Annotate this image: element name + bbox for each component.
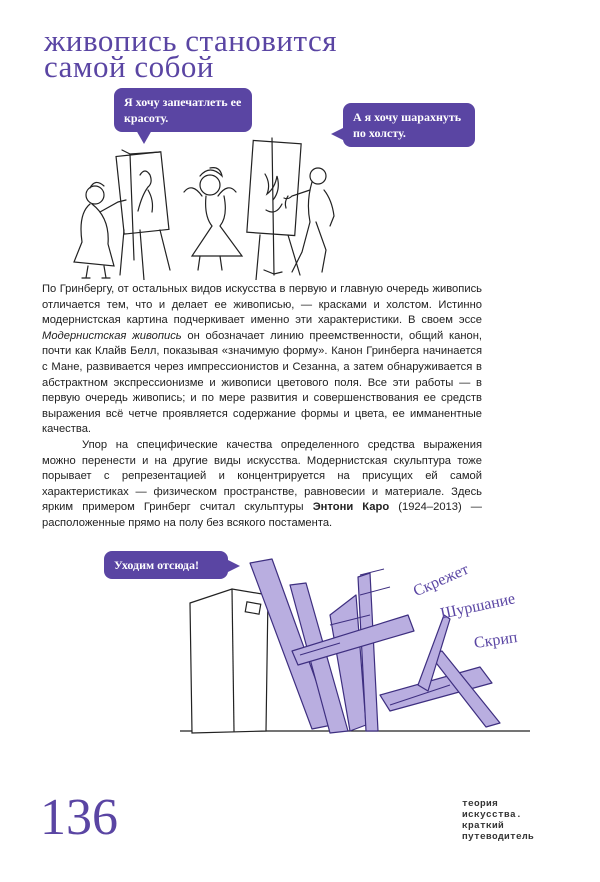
page-number: 136 (40, 789, 118, 846)
title-line-1: живопись становится (44, 23, 337, 58)
sound-1: Скрежет (410, 560, 472, 601)
book-title-line: краткий (462, 820, 505, 831)
speech-bubble-right: А я хочу шарахнуть по холсту. (343, 103, 475, 147)
essay-title: Модернистская живопись (42, 329, 182, 342)
page-title (44, 23, 464, 84)
sound-2: Шуршание (438, 590, 517, 623)
paragraph-1 (42, 282, 482, 438)
book-title-line: теория (462, 798, 499, 809)
speech-bubble-left: Я хочу запечатлеть ее красоту. (114, 88, 252, 132)
book-title-line: искусства. (462, 809, 523, 820)
paragraph-2-part-1: Упор на специфические качества определенного средства выражения можно перенести и на другие виды искусства. Модернистская скульптура тоже порывает с репрезентацией и концентрируется на присущих ей самой характеристиках — физическом пространстве, равновесии и материале. Здесь ярким примером Гринберг считал скульптуры (42, 438, 482, 514)
painters-illustration (60, 130, 360, 280)
sound-3: Скрип (472, 629, 519, 652)
book-title-line: путеводитель (462, 831, 535, 842)
paragraph-2 (42, 438, 482, 532)
body-text (42, 282, 482, 532)
book-title (462, 798, 582, 842)
paragraph-2-part-2: (1924–2013) — расположенные прямо на полу без всякого постамента. (42, 501, 482, 529)
paragraph-1-part-2: он обозначает линию преемственности, общий канон, почти как Клайв Белл, показывая «значимую форму». Канон Гринберга начинается с Мане, развивается через импрессионистов и Сезанна, а затем обнаруживается в абстрактном экспрессионизме и живописи цветового поля. Все эти работы — в первую очередь живопись; и по мере развития и совершенствования ее средств выражения всё четче проявляется содержание формы и цвета, ее имманентные качества. (42, 329, 483, 436)
artist-name: Энтони Каро (312, 501, 390, 514)
title-line-2: самой собой (44, 49, 214, 84)
speech-bubble-bottom: Уходим отсюда! (104, 551, 228, 579)
paragraph-1-part-1: По Гринбергу, от остальных видов искусства в первую и главную очередь живопись отличается тем, что и делает ее живописью, — красками и холстом. Истинно модернистская картина подчеркивает именно эти характеристики. В своем эссе (42, 283, 482, 327)
